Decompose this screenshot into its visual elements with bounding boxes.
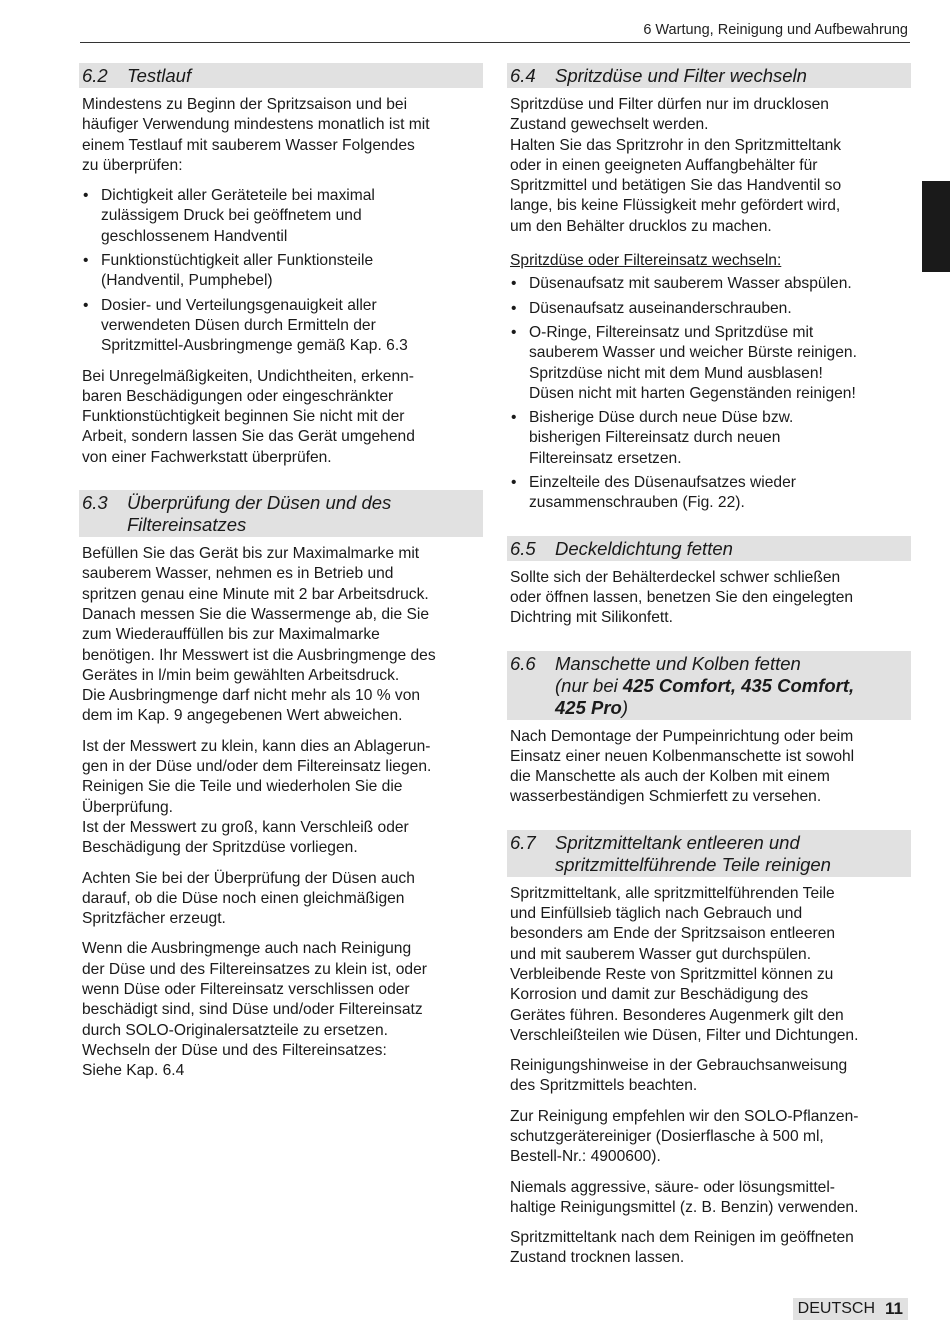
- bullet-list: [79, 186, 483, 356]
- paragraph: Ist der Messwert zu klein, kann dies an Ablagerun- gen in der Düse und/oder dem Filtereinsatz liegen. Reinigen Sie die Teile und wiederholen Sie die Überprüfung. Ist der Messwert zu groß, kann Verschleiß oder Beschädigung der Spritzdüse vorliegen.: [82, 737, 432, 857]
- list-item: • Düsenaufsatz auseinanderschrauben.: [507, 299, 911, 319]
- thumb-index-tab: [922, 181, 950, 272]
- paragraph: Bei Unregelmäßigkeiten, Undichtheiten, erkenn- baren Beschädigungen oder eingeschränkter Funktionstüchtigkeit beginnen Sie nicht mit der Arbeit, sondern lassen Sie das Gerät umgehend von einer Fachwerkstatt überprüfen.: [82, 367, 415, 466]
- list-item: • Dosier- und Verteilungsgenauigkeit aller verwendeten Düsen durch Ermitteln der Spritzmittel-Ausbringmenge gemäß Kap. 6.3: [79, 296, 483, 357]
- list-item: • Düsenaufsatz mit sauberem Wasser abspülen.: [507, 274, 911, 294]
- section-number: 6.3: [82, 492, 108, 514]
- list-item: • O-Ringe, Filtereinsatz und Spritzdüse mit sauberem Wasser und weicher Bürste reinigen. Spritzdüse nicht mit dem Mund ausblasen! Düsen nicht mit harten Gegenständen reinigen!: [507, 323, 911, 404]
- list-item: • Bisherige Düse durch neue Düse bzw. bisherigen Filtereinsatz durch neuen Filtereinsatz ersetzen.: [507, 408, 911, 469]
- paragraph: Nach Demontage der Pumpeinrichtung oder beim Einsatz einer neuen Kolbenmanschette ist sowohl die Manschette als auch der Kolben mit einem wasserbeständigen Schmierfett zu versehen.: [510, 727, 855, 806]
- footer-language: DEUTSCH: [797, 1300, 876, 1317]
- section-title: Spritzdüse und Filter wechseln: [555, 65, 807, 86]
- section-title: Deckeldichtung fetten: [555, 537, 733, 559]
- section-number: 6.4: [510, 65, 536, 86]
- paragraph: Reinigungshinweise in der Gebrauchsanweisung des Spritzmittels beachten.: [510, 1057, 848, 1095]
- paragraph: Achten Sie bei der Überprüfung der Düsen auch darauf, ob die Düse noch einen gleichmäßigen Spritzfächer erzeugt.: [82, 869, 415, 928]
- section-heading-6-3: [79, 490, 483, 537]
- paragraph: Mindestens zu Beginn der Spritzsaison und bei häufiger Verwendung mindestens monatlich ist mit einem Testlauf mit sauberem Wasser Folgendes zu überprüfen:: [82, 96, 430, 174]
- list-item: • Einzelteile des Düsenaufsatzes wieder zusammenschrauben (Fig. 22).: [507, 473, 911, 514]
- paragraph: Sollte sich der Behälterdeckel schwer schließen oder öffnen lassen, benetzen Sie den eingelegten Dichtring mit Silikonfett.: [510, 568, 854, 627]
- section-number: 6.7: [510, 831, 536, 853]
- section-title: Spritzmitteltank entleeren und spritzmittelführende Teile reinigen: [555, 831, 831, 875]
- section-number: 6.5: [510, 537, 536, 559]
- paragraph: Niemals aggressive, säure- oder lösungsmittel- haltige Reinigungsmittel (z. B. Benzin) verwenden.: [510, 1178, 859, 1216]
- running-header: 6 Wartung, Reinigung und Aufbewahrung: [643, 22, 908, 38]
- paragraph: Spritzmitteltank nach dem Reinigen im geöffneten Zustand trocknen lassen.: [510, 1229, 854, 1267]
- list-item: • Funktionstüchtigkeit aller Funktionsteile (Handventil, Pumphebel): [79, 251, 483, 292]
- right-column: [507, 63, 911, 1279]
- section-number: 6.2: [82, 65, 108, 86]
- page-number: 11: [885, 1299, 903, 1318]
- section-number: 6.6: [510, 652, 536, 674]
- section-title: Testlauf: [127, 65, 192, 86]
- page-footer: [793, 1298, 908, 1320]
- section-heading-6-5: [507, 536, 911, 561]
- section-title: Überprüfung der Düsen und des Filtereinsatzes: [127, 492, 392, 536]
- paragraph: Spritzdüse und Filter dürfen nur im drucklosen Zustand gewechselt werden. Halten Sie das Spritzrohr in den Spritzmitteltank oder in einen geeigneten Auffangbehälter für Spritzmittel und betätigen Sie das Handventil so lange, bis keine Flüssigkeit mehr gefördert wird, um den Behälter drucklos zu machen.: [510, 96, 842, 235]
- section-title: Manschette und Kolben fetten (nur bei 425 Comfort, 435 Comfort, 425 Pro): [555, 652, 855, 718]
- paragraph: Zur Reinigung empfehlen wir den SOLO-Pflanzen- schutzgerätereiniger (Dosierflasche à 500 ml, Bestell-Nr.: 4900600).: [510, 1107, 859, 1166]
- paragraph: Spritzmitteltank, alle spritzmittelführenden Teile und Einfüllsieb täglich nach Gebrauch und besonders am Ende der Spritzsaison entleeren und mit sauberem Wasser gut durchspülen. Verbleibende Reste von Spritzmittel können zu Korrosion und damit zur Beschädigung des Gerätes führen. Besonderes Augenmerk gilt den Verschleißteilen wie Düsen, Filter und Dichtungen.: [510, 884, 859, 1044]
- section-heading-6-6: [507, 651, 911, 720]
- section-heading-6-2: [79, 63, 483, 88]
- paragraph: Wenn die Ausbringmenge auch nach Reinigung der Düse und des Filtereinsatzes zu klein ist, oder wenn Düse oder Filtereinsatz verschlissen oder beschädigt sind, sind Düse und/oder Filtereinsatz durch SOLO-Originalersatzteile zu ersetzen. Wechseln der Düse und des Filtereinsatzes: Siehe Kap. 6.4: [82, 940, 427, 1080]
- bullet-list: [507, 274, 911, 513]
- paragraph: Befüllen Sie das Gerät bis zur Maximalmarke mit sauberem Wasser, nehmen es in Betrieb und spritzen genau eine Minute mit 2 bar Arbeitsdruck. Danach messen Sie die Wassermenge ab, die Sie zum Wiederauffüllen bis zur Maximalmarke benötigen. Ihr Messwert ist die Ausbringmenge des Gerätes in l/min beim gewählten Arbeitsdruck. Die Ausbringmenge darf nicht mehr als 10 % von dem im Kap. 9 angegebenen Wert abweichen.: [82, 545, 436, 725]
- subheading: Spritzdüse oder Filtereinsatz wechseln:: [510, 252, 782, 270]
- left-column: [79, 63, 483, 1091]
- section-heading-6-7: [507, 830, 911, 877]
- section-heading-6-4: [507, 63, 911, 88]
- header-rule: [80, 42, 910, 43]
- list-item: • Dichtigkeit aller Geräteteile bei maximal zulässigem Druck bei geöffnetem und geschlossenem Handventil: [79, 186, 483, 247]
